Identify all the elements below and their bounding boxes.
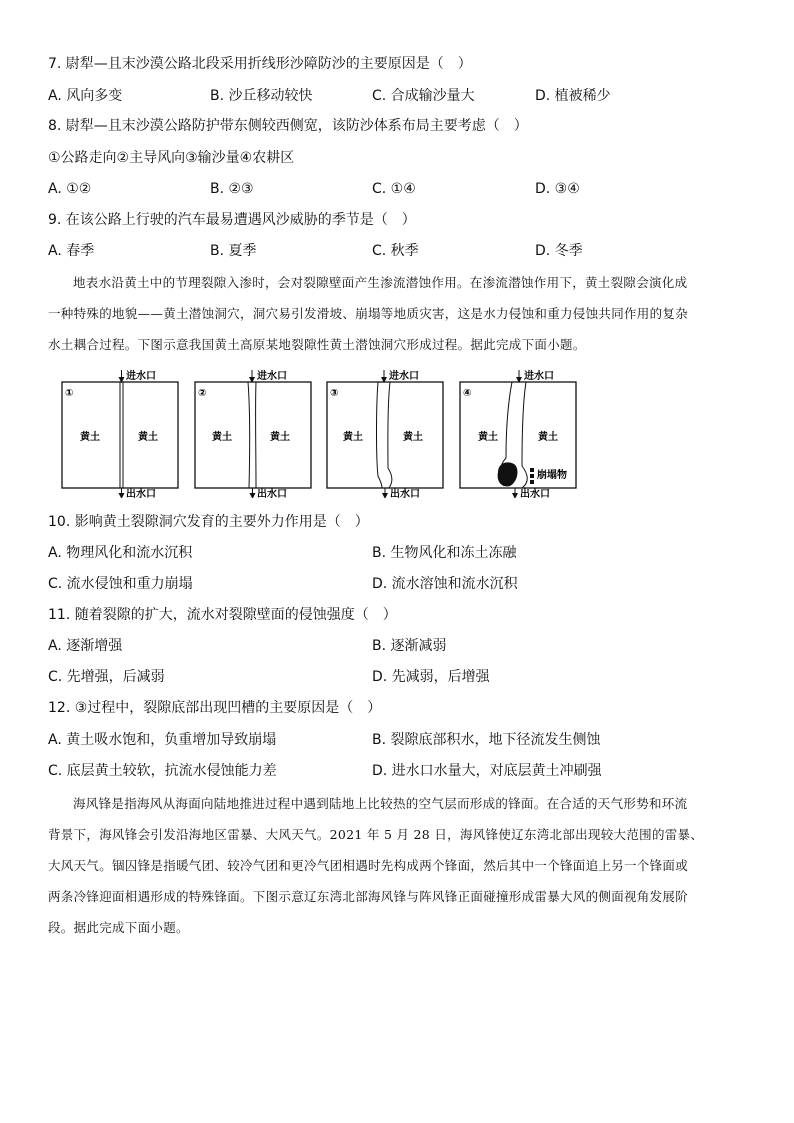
panel-1-number: ① [65,388,74,399]
passage-loess-cave [48,267,748,360]
q11-option-b: B. 逐渐减弱 [372,638,447,654]
q10-option-c: C. 流水侵蚀和重力崩塌 [48,576,193,592]
panel-2-number: ② [198,388,207,399]
q8-option-b: B. ②③ [210,181,254,197]
panel-3-number: ③ [330,388,339,399]
q10-stem: 10. 影响黄土裂隙洞穴发育的主要外力作用是（ ） [48,514,369,530]
q10-option-d: D. 流水溶蚀和流水沉积 [372,576,518,592]
panel-2-outlet: 出水口 [257,489,287,498]
panel-3-outlet: 出水口 [390,489,420,498]
panel-3-right-soil: 黄土 [403,432,423,443]
panel-4-debris-label: 崩塌物 [537,470,567,481]
q9-option-a: A. 春季 [48,243,95,259]
q10-option-b: B. 生物风化和冻土冻融 [372,545,517,561]
passage2-line-1: 海风锋是指海风从海面向陆地推进过程中遇到陆地上比较热的空气层而形成的锋面。在合适的天气形势和环流 [73,796,688,811]
panel-1-left-soil: 黄土 [80,432,100,443]
panel-4-number: ④ [463,388,472,399]
q11-option-c: C. 先增强，后减弱 [48,669,165,685]
q7-option-c: C. 合成输沙量大 [372,88,475,104]
panel-3-left-soil: 黄土 [343,432,363,443]
q8-option-c: C. ①④ [372,181,416,197]
q12-option-a: A. 黄土吸水饱和，负重增加导致崩塌 [48,732,277,748]
panel-4-inlet: 进水口 [524,371,554,382]
q12-option-b: B. 裂隙底部积水，地下径流发生侧蚀 [372,732,601,748]
q7-stem: 7. 尉犁—且末沙漠公路北段采用折线形沙障防沙的主要原因是（ ） [48,56,472,72]
panel-3-inlet: 进水口 [389,371,419,382]
panel-2 [195,369,311,498]
passage2-line-5: 段。据此完成下面小题。 [48,920,189,935]
panel-1-right-soil: 黄土 [138,432,158,443]
q11-stem: 11. 随着裂隙的扩大，流水对裂隙壁面的侵蚀强度（ ） [48,607,397,623]
q7-option-b: B. 沙丘移动较快 [210,88,313,104]
passage2-line-2: 背景下，海风锋会引发沿海地区雷暴、大风天气。2021 年 5 月 28 日，海风锋使辽东湾北部出现较大范围的雷暴、 [48,827,704,842]
q11-option-d: D. 先减弱，后增强 [372,669,490,685]
panel-2-inlet: 进水口 [257,371,287,382]
panel-4-outlet: 出水口 [520,489,550,498]
q9-option-d: D. 冬季 [535,243,583,259]
loess-cave-formation-figure [60,368,590,498]
panel-2-right-soil: 黄土 [270,432,290,443]
panel-4-right-soil: 黄土 [538,432,558,443]
panel-1-outlet: 出水口 [126,489,156,498]
q8-stem: 8. 尉犁—且末沙漠公路防护带东侧较西侧宽，该防沙体系布局主要考虑（ ） [48,118,528,134]
q12-option-c: C. 底层黄土较软，抗流水侵蚀能力差 [48,763,277,779]
panel-1-inlet: 进水口 [126,371,156,382]
q7-option-a: A. 风向多变 [48,88,123,104]
q9-stem: 9. 在该公路上行驶的汽车最易遭遇风沙威胁的季节是（ ） [48,212,416,228]
panel-2-left-soil: 黄土 [212,432,232,443]
panel-1 [62,369,178,498]
panel-3 [327,369,443,498]
q9-option-c: C. 秋季 [372,243,419,259]
q10-option-a: A. 物理风化和流水沉积 [48,545,193,561]
q9-option-b: B. 夏季 [210,243,257,259]
panel-4 [460,369,576,498]
q8-option-d: D. ③④ [535,181,580,197]
q8-sub-items: ①公路走向②主导风向③输沙量④农耕区 [48,150,295,166]
q11-option-a: A. 逐渐增强 [48,638,123,654]
q8-option-a: A. ①② [48,181,92,197]
passage2-line-4: 两条冷锋迎面相遇形成的特殊锋面。下图示意辽东湾北部海风锋与阵风锋正面碰撞形成雷暴大风的侧面视角发展阶 [48,889,689,904]
passage2-line-3: 大风天气。锢囚锋是指暖气团、较冷气团和更冷气团相遇时先构成两个锋面，然后其中一个锋面追上另一个锋面或 [48,858,689,873]
passage1-line-1: 地表水沿黄土中的节理裂隙入渗时，会对裂隙壁面产生渗流潜蚀作用。在渗流潜蚀作用下，黄土裂隙会演化成 [73,275,688,290]
passage1-line-2: 一种特殊的地貌——黄土潜蚀洞穴，洞穴易引发滑坡、崩塌等地质灾害，这是水力侵蚀和重力侵蚀共同作用的复杂 [48,306,689,321]
q7-option-d: D. 植被稀少 [535,88,611,104]
passage1-line-3: 水土耦合过程。下图示意我国黄土高原某地裂隙性黄土潜蚀洞穴形成过程。据此完成下面小题。 [48,337,586,352]
q12-option-d: D. 进水口水量大，对底层黄土冲刷强 [372,763,602,779]
panel-4-left-soil: 黄土 [478,432,498,443]
q12-stem: 12. ③过程中，裂隙底部出现凹槽的主要原因是（ ） [48,700,382,716]
passage-sea-breeze-front [48,788,748,943]
